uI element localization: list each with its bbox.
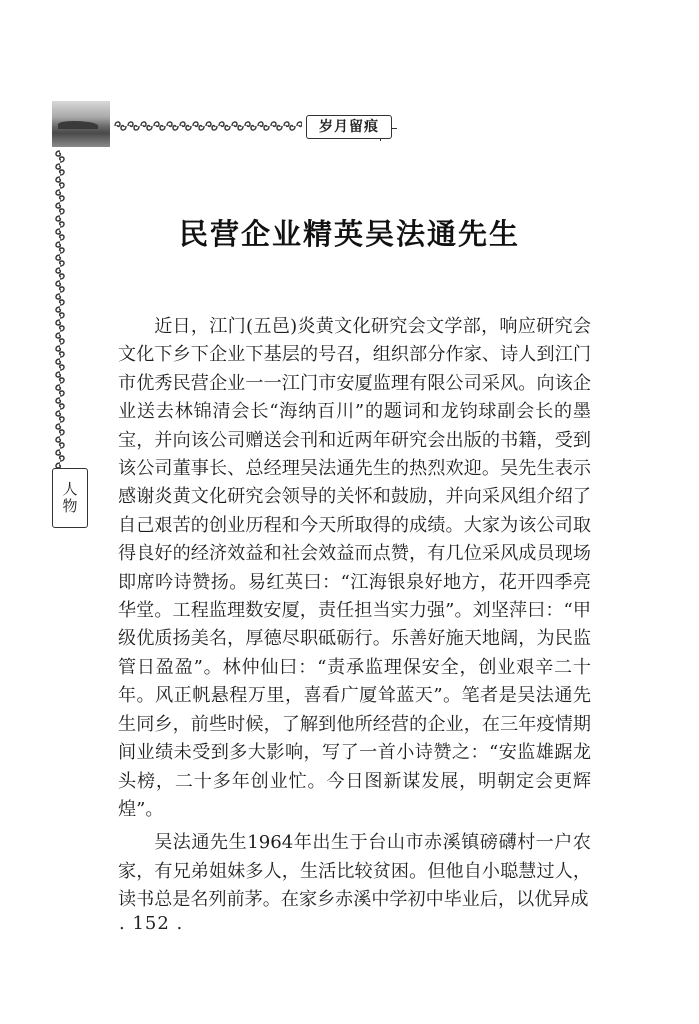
left-ornament-border (52, 150, 68, 468)
header-landscape-photo (52, 101, 110, 147)
top-ornament-border (114, 118, 302, 134)
section-tag: 岁月留痕 (306, 115, 392, 139)
article-body (118, 313, 591, 920)
category-label: 人物 (52, 468, 88, 528)
article-title: 民营企业精英吴法通先生 (178, 217, 520, 251)
paragraph-2: 吴法通先生1964年出生于台山市赤溪镇磅礴村一户农家，有兄弟姐妹多人，生活比较贫困。但他自小聪慧过人，读书总是名列前茅。在家乡赤溪中学初中毕业后，以优异成 (118, 832, 591, 911)
paragraph-1: 近日，江门(五邑)炎黄文化研究会文学部，响应研究会文化下乡下企业下基层的号召，组织部分作家、诗人到江门市优秀民营企业一一江门市安厦监理有限公司采风。向该企业送去林锦清会长“海纳百川”的题词和龙钧球副会长的墨宝，并向该公司赠送会刊和近两年研究会出版的书籍，受到该公司董事长、总经理吴法通先生的热烈欢迎。吴先生表示感谢炎黄文化研究会领导的关怀和鼓励，并向采风组介绍了自己艰苦的创业历程和今天所取得的成绩。大家为该公司取得良好的经济效益和社会效益而点赞，有几位采风成员现场即席吟诗赞扬。易红英曰：“江海银泉好地方，花开四季亮华堂。工程监理数安厦，责任担当实力强”。刘坚萍曰：“甲级优质扬美名，厚德尽职砥砺行。乐善好施天地阔，为民监管日盈盈”。林仲仙曰：“责承监理保安全，创业艰辛二十年。风正帆悬程万里，喜看广厦耸蓝天”。笔者是吴法通先生同乡，前些时候，了解到他所经营的企业，在三年疫情期间业绩未受到多大影响，写了一首小诗赞之：“安监雄踞龙头榜，二十多年创业忙。今日图新谋发展，明朝定会更辉煌”。 (118, 316, 591, 820)
page-number: . 152 . (119, 913, 184, 934)
